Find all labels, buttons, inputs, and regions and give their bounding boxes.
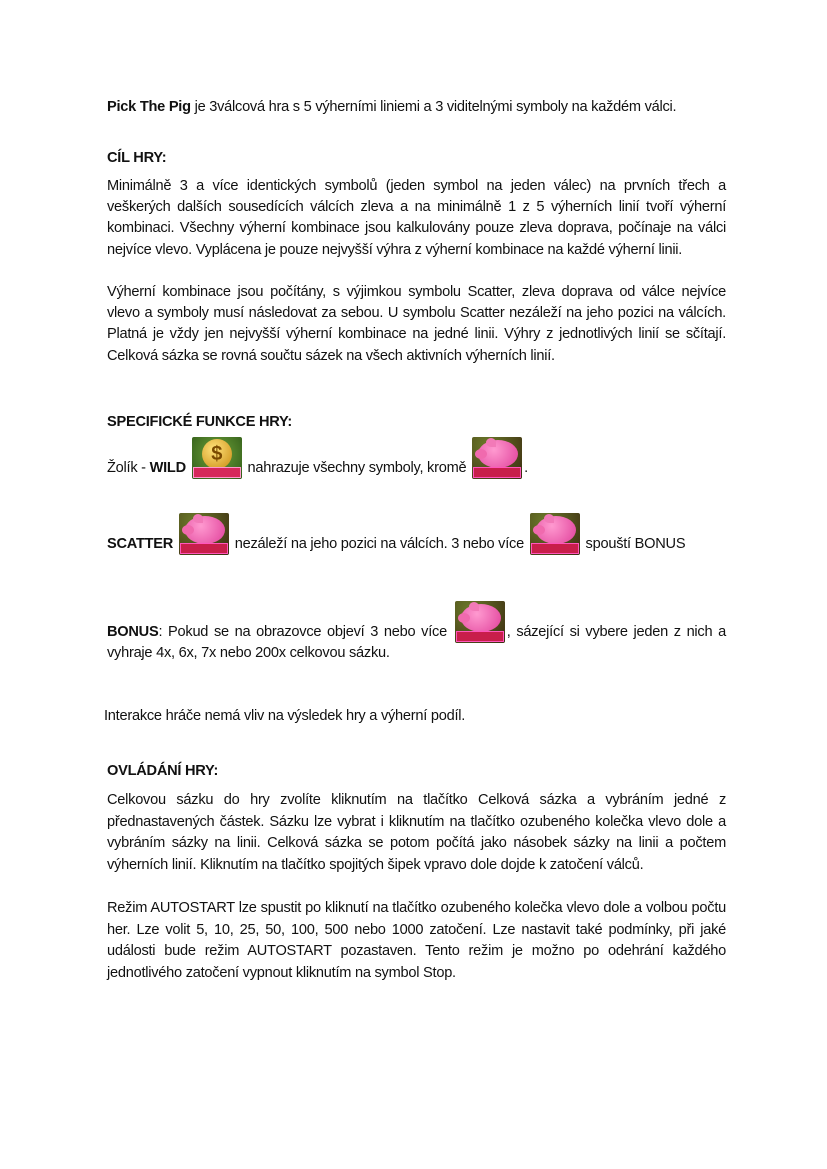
bonus-label: BONUS	[107, 623, 159, 640]
controls-paragraph-1: Celkovou sázku do hry zvolíte kliknutím na tlačítko Celková sázka a vybráním jedné z přednastavených částek. Sázku lze vybrat i kliknutím na tlačítko ozubeného kolečka vlevo dole a vybráním sázky na linii. Celková sázka se potom počítá jako násobek sázky na linii a počtem výherních linií. Kliknutím na tlačítko spojitých šipek vpravo dole dojde k zatočení válců.	[107, 792, 726, 873]
goal-paragraph-1: Minimálně 3 a více identických symbolů (jeden symbol na jeden válec) na prvních třech a veškerých dalších sousedících válcích zleva a na minimálně 1 z 5 výherních linií tvoří výherní kombinaci. Všechny výherní kombinace jsou kalkulovány pouze zleva doprava, počínaje na válci nejvíce vlevo. Vyplácena je pouze nejvyšší výhra z výherní kombinace na každé výherní linii.	[107, 178, 726, 258]
wild-text: nahrazuje všechny symboly, kromě	[243, 459, 471, 476]
coin-glyph: $	[202, 439, 232, 469]
game-name: Pick The Pig	[107, 99, 191, 115]
scatter-paragraph	[107, 513, 726, 555]
scatter-label: SCATTER	[107, 535, 174, 552]
note-paragraph: Interakce hráče nemá vliv na výsledek hry a výherní podíl.	[104, 708, 466, 724]
goal-paragraph-2: Výherní kombinace jsou počítány, s výjimkou symbolu Scatter, zleva doprava od válce nejvíce vlevo a symboly musí následovat za sebou. U symbolu Scatter nezáleží na jeho pozici na válcích. Platná je vždy jen nejvyšší výherní kombinace na jedné linii. Výhry z jednotlivých linií se sčítají. Celková sázka se rovná součtu sázek na všech aktivních výherních linií.	[107, 284, 726, 364]
scatter-text-2: spouští BONUS	[581, 535, 686, 552]
pig-scatter-symbol-icon	[179, 513, 229, 555]
wild-label: WILD	[149, 459, 186, 476]
wild-end: .	[524, 459, 528, 476]
wild-prefix: Žolík -	[107, 459, 150, 476]
goal-heading: CÍL HRY:	[107, 150, 167, 166]
intro-text: je 3válcová hra s 5 výherními liniemi a 3 viditelnými symboly na každém válci.	[190, 99, 677, 115]
bonus-text-1: : Pokud se na obrazovce objeví 3 nebo více	[158, 623, 453, 640]
intro-paragraph	[107, 97, 726, 118]
pig-bonus-symbol-icon	[455, 601, 505, 643]
scatter-text-1: nezáleží na jeho pozici na válcích. 3 nebo více	[230, 535, 528, 552]
pig-bonus-symbol-icon	[472, 437, 522, 479]
bonus-text-2: , sázející si vybere jeden z nich a vyhraje 4x, 6x, 7x nebo 200x celkovou sázku.	[107, 623, 726, 661]
controls-paragraph-2: Režim AUTOSTART lze spustit po kliknutí na tlačítko ozubeného kolečka vlevo dole a volbou počtu her. Lze volit 5, 10, 25, 50, 100, 500 nebo 1000 zatočení. Lze nastavit také podmínky, při jaké události bude režim AUTOSTART pozastaven. Tento režim je možno po odehrání každého jednotlivého zatočení vypnout kliknutím na symbol Stop.	[107, 900, 726, 981]
features-heading: SPECIFICKÉ FUNKCE HRY:	[107, 414, 293, 430]
wild-paragraph	[107, 437, 726, 479]
pig-scatter-symbol-icon	[530, 513, 580, 555]
controls-heading: OVLÁDÁNÍ HRY:	[107, 763, 219, 779]
bonus-paragraph	[107, 601, 726, 664]
wild-symbol-icon	[192, 437, 242, 479]
